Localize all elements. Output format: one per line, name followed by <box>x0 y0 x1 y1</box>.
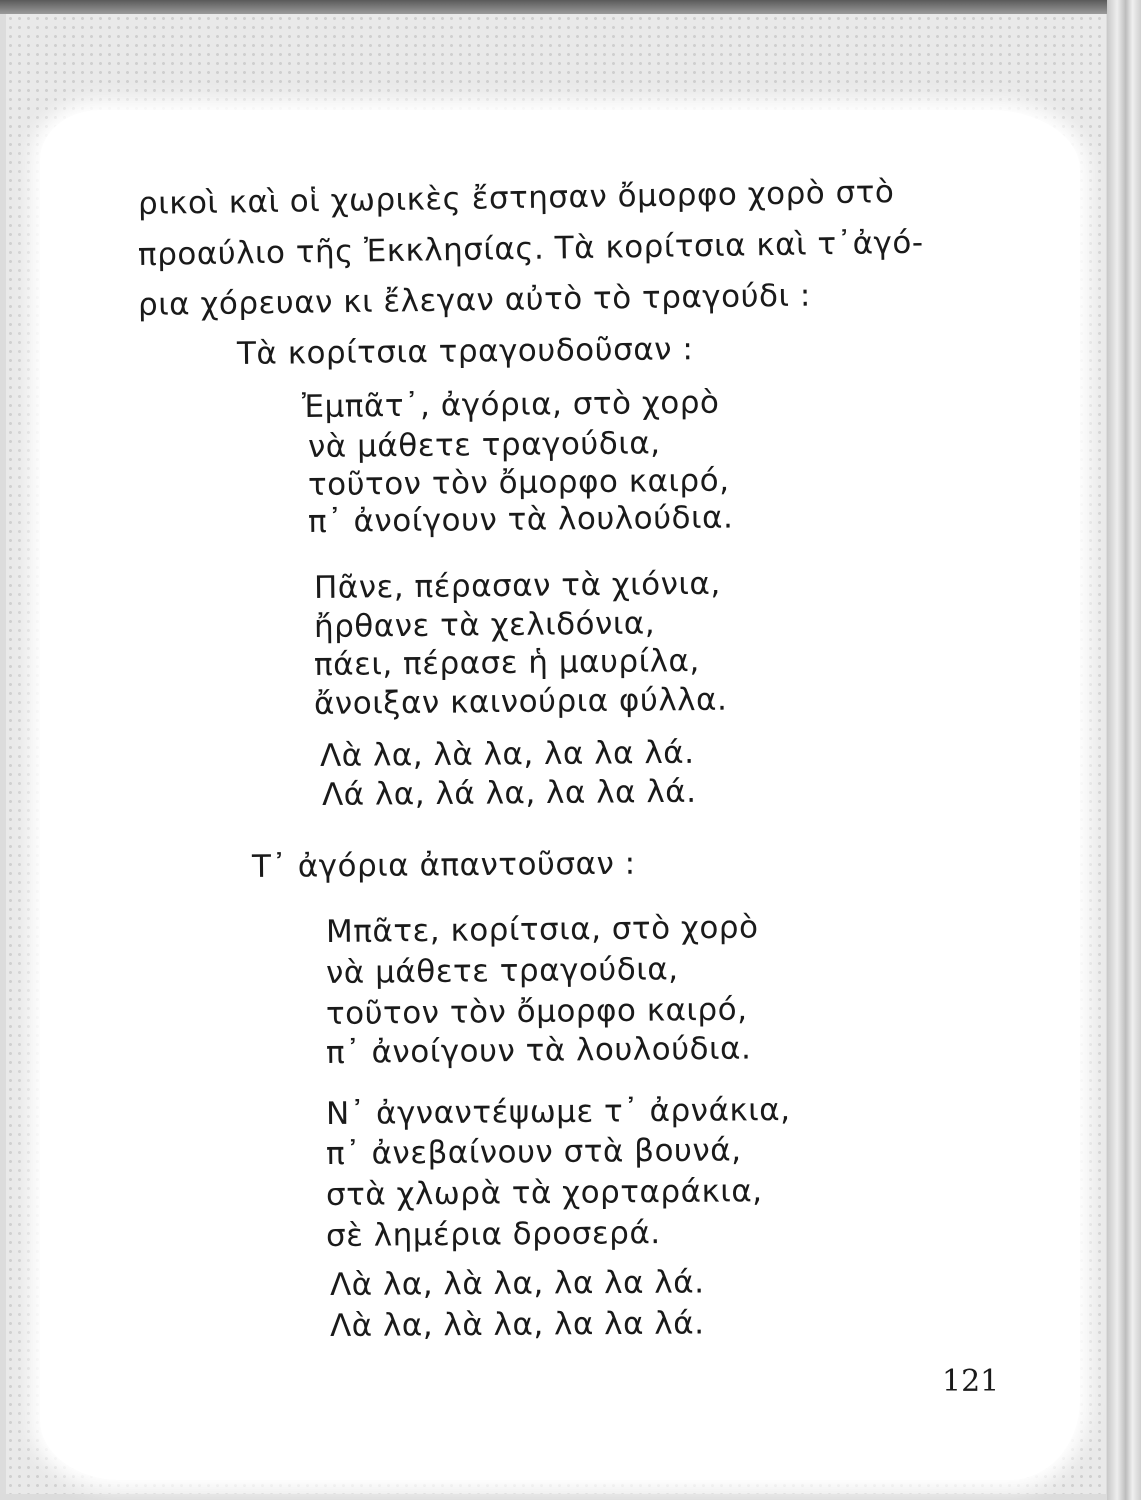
intro-line-2: προαύλιο τῆς Ἐκκλησίας. Τὰ κορίτσια καὶ τ᾽ἀγό- <box>137 224 924 273</box>
boys-stanza2-line-2: π᾽ ἀνεβαίνουν στὰ βουνά, <box>325 1132 742 1172</box>
boys-refrain-line-2: Λὰ λα, λὰ λα, λα λα λά. <box>329 1305 705 1344</box>
girls-stanza2-line-4: ἄνοιξαν καινούρια φύλλα. <box>313 681 728 722</box>
intro-line-3: ρια χόρευαν κι ἔλεγαν αὐτὸ τὸ τραγούδι : <box>137 277 812 323</box>
boys-stanza1-line-1: Μπᾶτε, κορίτσια, στὸ χορὸ <box>325 909 759 950</box>
boys-stanza1-line-3: τοῦτον τὸν ὄμορφο καιρό, <box>325 991 748 1032</box>
boys-stanza1-line-4: π᾽ ἀνοίγουν τὰ λουλούδια. <box>325 1030 752 1071</box>
girls-heading: Τὰ κορίτσια τραγουδοῦσαν : <box>236 331 694 372</box>
girls-refrain-line-1: Λὰ λα, λὰ λα, λα λα λά. <box>319 734 695 774</box>
girls-stanza1-line-4: π᾽ ἀνοίγουν τὰ λουλούδια. <box>307 499 734 540</box>
intro-line-1: ρικοὶ καὶ οἱ χωρικὲς ἔστησαν ὄμορφο χορὸ στὸ <box>137 174 895 222</box>
girls-stanza1-line-3: τοῦτον τὸν ὄμορφο καιρό, <box>307 462 730 503</box>
boys-refrain-line-1: Λὰ λα, λὰ λα, λα λα λά. <box>329 1264 705 1303</box>
girls-stanza2-line-3: πάει, πέρασε ἡ μαυρίλα, <box>313 642 700 683</box>
girls-refrain-line-2: Λά λα, λά λα, λα λα λά. <box>321 773 697 813</box>
boys-heading: Τ᾽ ἀγόρια ἀπαντοῦσαν : <box>251 845 636 885</box>
boys-stanza2-line-4: σὲ λημέρια δροσερά. <box>325 1215 661 1254</box>
boys-stanza2-line-1: Ν᾽ ἀγναντέψωμε τ᾽ ἀρνάκια, <box>325 1091 791 1132</box>
girls-stanza2-line-2: ἤρθανε τὰ χελιδόνια, <box>313 605 656 645</box>
boys-stanza1-line-2: νὰ μάθετε τραγούδια, <box>325 951 679 991</box>
page-right-edge <box>1107 0 1141 1500</box>
girls-stanza1-line-2: νὰ μάθετε τραγούδια, <box>307 425 661 465</box>
page-number: 121 <box>942 1364 1000 1399</box>
girls-stanza2-line-1: Πᾶνε, πέρασαν τὰ χιόνια, <box>313 565 721 606</box>
boys-stanza2-line-3: στὰ χλωρὰ τὰ χορταράκια, <box>325 1173 763 1213</box>
girls-stanza1-line-1: Ἐμπᾶτ᾽, ἀγόρια, στὸ χορὸ <box>301 384 720 425</box>
